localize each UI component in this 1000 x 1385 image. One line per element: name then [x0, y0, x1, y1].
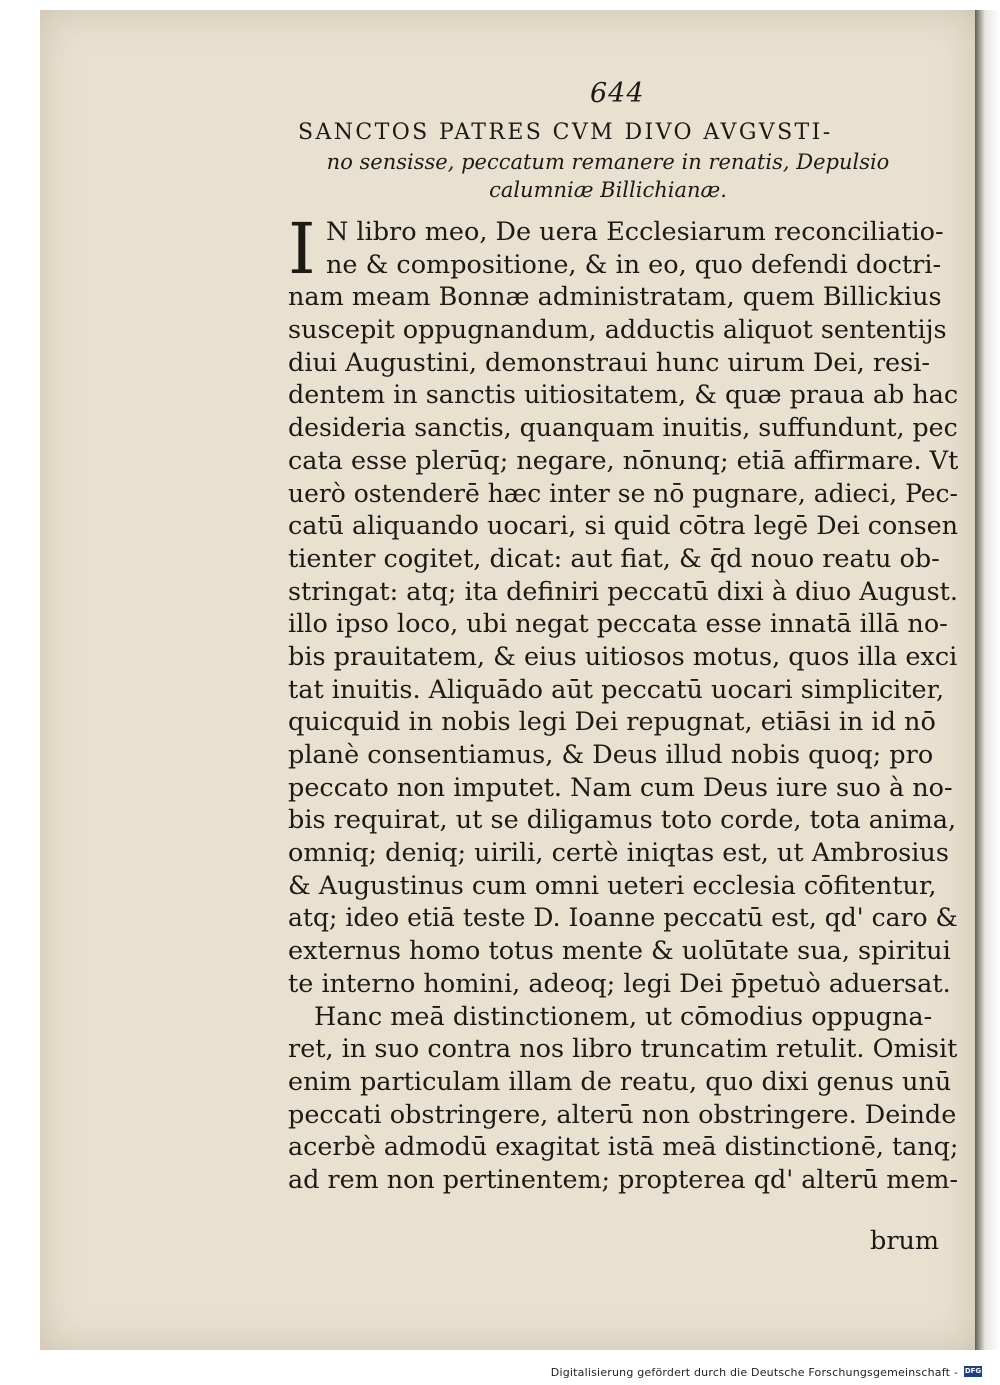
text-line: peccati obstringere, alterū non obstringere. Deinde	[288, 1099, 957, 1130]
text-line: diui Augustini, demonstraui hunc uirum Dei, resi-	[288, 347, 930, 378]
heading-italic-line: calumniæ Billichianæ.	[489, 178, 727, 202]
text-line: tienter cogitet, dicat: aut fiat, & q̄d nouo reatu ob-	[288, 543, 940, 574]
dfg-logo: DFG	[964, 1367, 982, 1375]
text-line: cata esse plerūq; negare, nōnunq; etiā affirmare. Vt	[288, 445, 959, 476]
text-line: & Augustinus cum omni ueteri ecclesia cōfitentur,	[288, 870, 937, 901]
text-line: suscepit oppugnandum, adductis aliquot sententijs	[288, 315, 947, 346]
text-line: atq; ideo etiā teste D. Ioanne peccatū est, qd' caro &	[288, 903, 958, 934]
text-line: peccato non imputet. Nam cum Deus iure suo à no-	[288, 772, 953, 803]
text-line: acerbè admodū exagitat istā meā distinctionē, tanq;	[288, 1132, 959, 1163]
text-line: stringat: atq; ita definiri peccatū dixi à diuo August.	[288, 576, 958, 607]
text-line: bis prauitatem, & eius uitiosos motus, quos illa exci	[288, 641, 958, 672]
text-line: N libro meo, De uera Ecclesiarum reconciliatio-	[326, 217, 944, 247]
text-line: ad rem non pertinentem; propterea qd' alterū mem-	[288, 1164, 959, 1195]
funding-credit: Digitalisierung gefördert durch die Deutsche Forschungsgemeinschaft -	[550, 1366, 958, 1379]
catchword: brum	[870, 1226, 940, 1256]
text-line: planè consentiamus, & Deus illud nobis quoq; pro	[288, 740, 934, 770]
page-number: 644	[590, 78, 645, 109]
text-line: enim particulam illam de reatu, quo dixi genus unū	[288, 1066, 952, 1097]
text-line: dentem in sanctis uitiositatem, & quæ praua ab hac	[288, 380, 959, 411]
book-edge-shadow	[975, 10, 1000, 1350]
heading-italic-line: no sensisse, peccatum remanere in renatis, Depulsio	[326, 150, 890, 174]
body-text	[288, 208, 959, 1197]
text-line: catū aliquando uocari, si quid cōtra legē Dei consen	[288, 511, 959, 542]
text-line: bis requirat, ut se diligamus toto corde, tota anima,	[288, 805, 957, 836]
text-line: Hanc meā distinctionem, ut cōmodius oppugna-	[314, 1001, 933, 1032]
text-line: uerò ostenderē hæc inter se nō pugnare, adieci, Pec-	[288, 478, 958, 509]
text-line: te interno homini, adeoq; legi Dei p̄petuò aduersat.	[288, 968, 951, 999]
chapter-heading	[298, 118, 958, 204]
text-line: illo ipso loco, ubi negat peccata esse innatā illā no-	[288, 609, 948, 640]
text-line: tat inuitis. Aliquādo aūt peccatū uocari simpliciter,	[288, 674, 945, 705]
text-line: quicquid in nobis legi Dei repugnat, etiāsi in id nō	[288, 707, 936, 738]
text-line: desideria sanctis, quanquam inuitis, suffundunt, pec	[288, 413, 958, 444]
text-line: nam meam Bonnæ administratam, quem Billickius	[288, 282, 942, 313]
text-line: omniq; deniq; uirili, certè iniqtas est, ut Ambrosius	[288, 838, 949, 869]
drop-capital: I	[288, 208, 316, 290]
heading-caps-line: SANCTOS PATRES CVM DIVO AVGVSTI-	[298, 120, 833, 145]
text-line: ne & compositione, & in eo, quo defendi doctri-	[326, 249, 942, 280]
text-line: ret, in suo contra nos libro truncatim retulit. Omisit	[288, 1034, 958, 1065]
text-line: externus homo totus mente & uolūtate sua, spiritui	[288, 936, 951, 967]
